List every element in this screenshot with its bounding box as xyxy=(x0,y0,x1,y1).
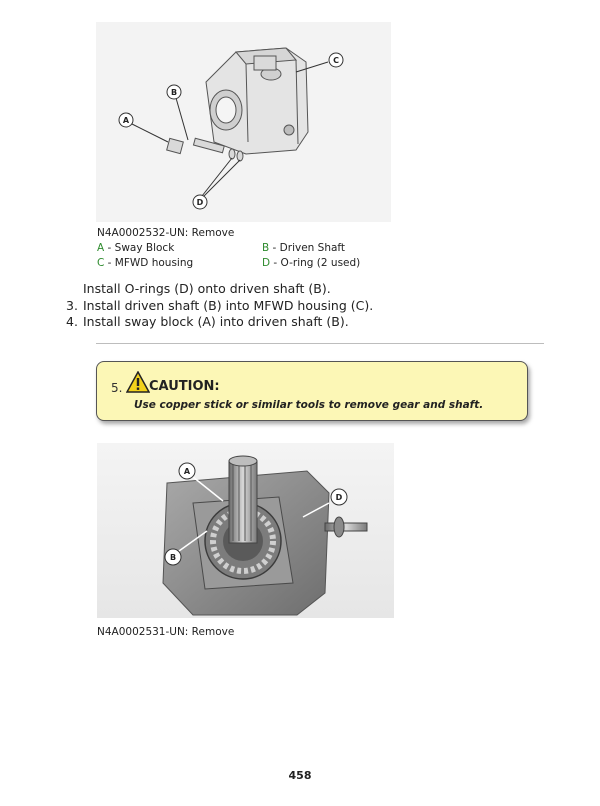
callout-a: A xyxy=(122,116,130,125)
figure1-legend xyxy=(97,241,427,271)
legend-key-a: A xyxy=(97,242,105,254)
procedure-steps xyxy=(66,281,373,331)
callout-b: B xyxy=(170,88,178,97)
legend-label-c: - MFWD housing xyxy=(104,257,194,269)
callout-b: B xyxy=(169,553,177,562)
legend-key-b: B xyxy=(262,242,270,254)
legend-key-d: D xyxy=(262,257,271,269)
step-item: 3. Install driven shaft (B) into MFWD housing (C). xyxy=(66,297,374,313)
figure2-caption: N4A0002531-UN: Remove xyxy=(97,626,235,638)
section-divider xyxy=(96,343,544,344)
legend-key-c: C xyxy=(97,257,105,269)
caution-title: CAUTION: xyxy=(149,379,220,394)
callout-d: D xyxy=(196,198,204,207)
callout-c: C xyxy=(333,56,339,65)
step-item: 4. Install sway block (A) into driven shaft (B). xyxy=(66,314,349,329)
legend-label-a: - Sway Block xyxy=(104,242,175,254)
legend-label-b: - Driven Shaft xyxy=(269,242,346,254)
step-item: Install O-rings (D) onto driven shaft (B). xyxy=(83,281,331,296)
caution-message: Use copper stick or similar tools to remove gear and shaft. xyxy=(134,399,484,411)
gear-housing-photo xyxy=(97,443,394,618)
callout-a: A xyxy=(183,467,191,476)
warning-triangle-icon xyxy=(126,371,150,393)
figure1-caption: N4A0002532-UN: Remove xyxy=(97,227,235,239)
page-number: 458 xyxy=(288,769,312,782)
caution-step-number: 5. xyxy=(111,381,123,395)
callout-d: D xyxy=(335,493,343,502)
caution-box xyxy=(96,361,528,421)
exploded-view-drawing xyxy=(96,22,391,222)
legend-label-d: - O-ring (2 used) xyxy=(270,257,361,269)
